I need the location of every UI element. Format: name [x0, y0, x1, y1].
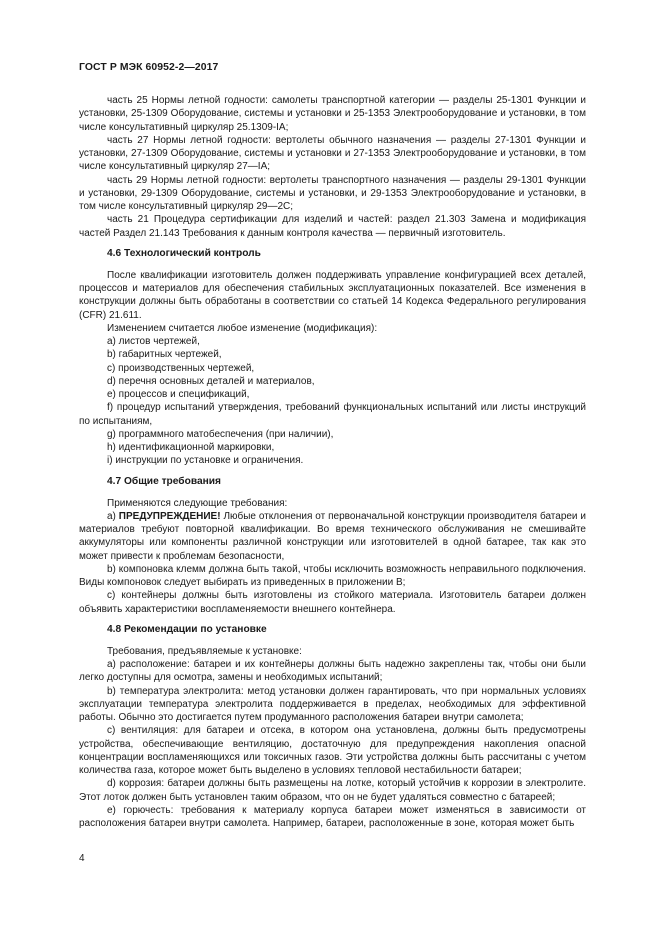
standard-header: ГОСТ Р МЭК 60952-2—2017	[79, 62, 219, 73]
section-4-6-change-definition: Изменением считается любое изменение (модификация):	[107, 322, 378, 334]
list-item: с) производственных чертежей,	[107, 362, 255, 374]
list-item: е) горючесть: требования к материалу корпуса батареи может изменяться в зависимости от расположения батареи внутри самолета. Например, батареи, расположенные в зоне, которая может быть	[79, 804, 586, 829]
warning-paragraph	[79, 510, 586, 563]
section-heading-4-6: 4.6 Технологический контроль	[107, 247, 261, 259]
list-item: е) процессов и спецификаций,	[107, 389, 250, 400]
section-heading-4-7: 4.7 Общие требования	[107, 475, 221, 487]
document-body	[79, 94, 586, 830]
list-item: b) компоновка клемм должна быть такой, чтобы исключить возможность неправильного подключения. Виды компоновок следует выбирать из приведенных в приложении В;	[79, 563, 586, 588]
warning-text: Любые отклонения от первоначальной конструкции производителя батареи и материалов требуют повторной квалификации. Во время технического обслуживания не смешивайте аккумуляторы или компоненты различной конструкции или изготовителей в одной батарее, так как это может привести к проблемам безопасности,	[79, 510, 587, 562]
list-item: b) температура электролита: метод установки должен гарантировать, что при нормальных условиях эксплуатации температура электролита поддерживается в пределах, необходимых для эффективной работы. Обычно это достигается путем продуманного расположения батареи внутри самолета;	[79, 685, 586, 723]
list-item: b) габаритных чертежей,	[107, 349, 222, 361]
list-item: с) вентиляция: для батареи и отсека, в котором она установлена, должны быть предусмотрены устройства, обеспечивающие вентиляцию, достаточную для предупреждения накопления опасной концентрации воспламеняющихся или токсичных газов. Эти устройства должны быть рассчитаны с учетом количества газа, которое может быть выделено в условиях тепловой нестабильности батареи;	[79, 725, 586, 776]
page-number: 4	[79, 853, 85, 864]
section-4-8-intro: Требования, предъявляемые к установке:	[107, 645, 302, 657]
list-item: h) идентификационной маркировки,	[107, 442, 275, 453]
section-heading-4-8: 4.8 Рекомендации по установке	[107, 623, 267, 635]
section-4-7-intro: Применяются следующие требования:	[107, 497, 288, 509]
paragraph-part-27: часть 27 Нормы летной годности: вертолеты обычного назначения — разделы 27-1301 Функции и установки, 27-1309 Оборудование, системы и установки и 27-1353 Электрооборудование и установки, в том числе консультативный циркуляр 27—IA;	[79, 134, 586, 173]
paragraph-part-21: часть 21 Процедура сертификации для изделий и частей: раздел 21.303 Замена и модификация частей Раздел 21.143 Требования к данным контроля качества — первичный изготовитель.	[79, 214, 586, 239]
list-item: с) контейнеры должны быть изготовлены из стойкого материала. Изготовитель батареи должен объявить характеристики воспламеняемости внешнего контейнера.	[79, 590, 586, 615]
paragraph-part-25: часть 25 Нормы летной годности: самолеты транспортной категории — разделы 25-1301 Функции и установки, 25-1309 Оборудование, системы и установки и 25-1353 Электрооборудование и установки, в том числе консультативный циркуляр 25.1309-IA;	[79, 95, 586, 133]
warning-item-label: а)	[107, 510, 119, 522]
list-item: g) программного матобеспечения (при наличии),	[107, 428, 334, 440]
section-4-6-intro: После квалификации изготовитель должен поддерживать управление конфигурацией всех деталей, процессов и материалов для обеспечения стабильных эксплуатационных показателей. Все изменения в конструкции должны быть обработаны в соответствии со статьей 14 Кодекса Федерального регулирования (CFR) 21.611.	[79, 269, 586, 321]
list-item: а) листов чертежей,	[107, 336, 200, 347]
warning-label: ПРЕДУПРЕЖДЕНИЕ!	[118, 510, 221, 522]
list-item: i) инструкции по установке и ограничения.	[107, 455, 304, 467]
list-item: f) процедур испытаний утверждения, требований функциональных испытаний или листы инструкций по испытаниям,	[79, 402, 586, 427]
list-item: d) коррозия: батареи должны быть размещены на лотке, который устойчив к коррозии в электролите. Этот лоток должен быть установлен таким образом, что он не будет удаляться совместно с батареей;	[79, 778, 586, 803]
paragraph-part-29: часть 29 Нормы летной годности: вертолеты транспортного назначения — разделы 29-1301 Функции и установки, 29-1309 Оборудование, системы и установки, и 29-1353 Электрооборудование и установки, в том числе консультативный циркуляр 29—2С;	[79, 174, 586, 212]
list-item: а) расположение: батареи и их контейнеры должны быть надежно закреплены так, чтобы они были легко доступны для осмотра, замены и необходимых испытаний;	[79, 659, 586, 684]
list-item: d) перечня основных деталей и материалов,	[107, 375, 315, 387]
